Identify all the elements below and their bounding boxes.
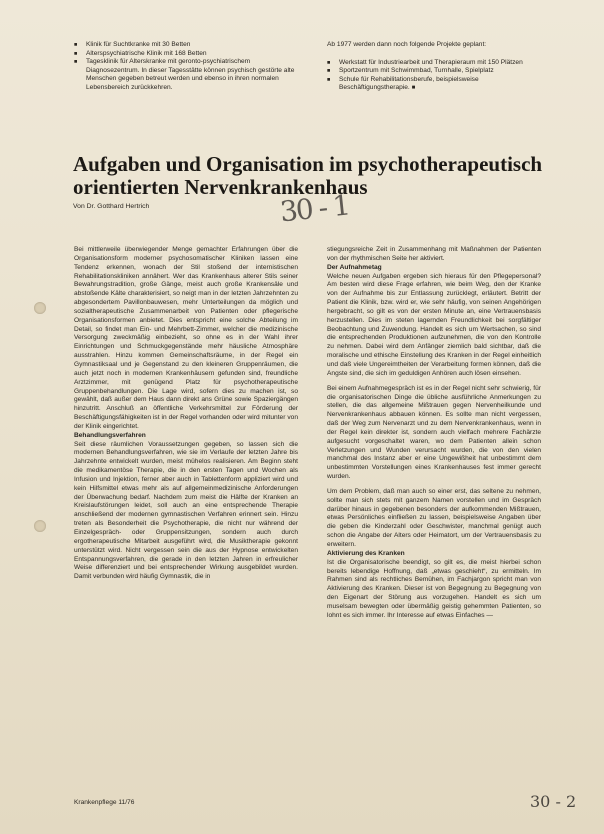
- handwritten-page-number: 30 - 2: [530, 792, 577, 811]
- paragraph: Welche neuen Aufgaben ergeben sich hieraus für den Pflegepersonal? Am besten wird diese Frage erfahren, wie beim Weg, den der Kranke von der Aufnahme bis zur Entlassung zurücklegt, erläutert. Betritt der Patient die Klinik, bzw. wird er, wie sehr häufig, von seinen Angehörigen hergebracht, so gilt es von der ersten Minute an, eine Vertrauensbasis herzustellen. Dies im steten lagernden Freundlichkeit bei sorgfältiger Beobachtung und Zuwendung. Handelt es sich um Wertsachen, so sind die entsprechenden Produktionen aufzunehmen, die von den Kontrolle zu nehmen. Dabei wird dem Anfänger ziemlich bald sichtbar, daß die moralische und ethische Einstellung des Kranken in der Regel einheitlich und daß viele Ungereimtheiten der Verarbeitung formen können, daß die Angste sind, die sich im geduldigen Anhören auch lösen einsehen.: [327, 272, 541, 377]
- paragraph: Bei mittlerweile überwiegender Menge gemachter Erfahrungen über die Organisationsform moderner psychosomatischer Kliniken lassen eine Tendenz erkennen, wonach der Stil stoßend der internistischen Rehabilitationskliniken annähert. Wer das Krankenhaus alterer Stils seiner Bewahrungstradition, große Gänge, meist auch große Krankensäle und abstoßende Kälte charakterisiert, so neigt man in der letzten Jahrzehnten zu abgesondertem Pavillonbauwesen, mehr Unterteilungen da möglich und sozialtherapeutische Zusammenarbeit von Patienten oder pflegerische Organisationsformen anbietet. Dies entspricht eine solche Abteilung im Detail, so findet man Ein- und Mehrbett-Zimmer, welcher die medizinische Versorgung zweckmäßig einbezieht, so ohne es in der Wahl ihrer Einrichtungen und Schmuckgegenstände mehr häusliche Atmosphäre ausstrahlen. Hinzu kommen Gemeinschaftsräume, in der Regel ein Gymnastiksaal und je Gegenstand zu den kleineren Gruppenräumen, die auch jetzt noch in modernen Krankenhäusern gefunden sind, freundliche Arztzimmer, mit genügend Platz für psychotherapeutische Gruppenbehandlungen. Die Lage wird, sofern dies zu machen ist, so gewählt, daß außer dem Haus dann direkt ans Grüne sowie Spaziergängen hinzutritt. Anschluß an öffentliche Verkehrsmittel zur Förderung der Beschäftigungsfähigkeiten ist in der Regel vorhanden oder wird mitunter von der Klinik eingerichtet.: [74, 246, 298, 430]
- section-heading: Aktivierung des Kranken: [327, 549, 405, 557]
- top-left-list: [74, 41, 298, 93]
- list-item-text: Schule für Rehabilitationsberufe, beispielsweise Beschäftigungstherapie.: [339, 75, 479, 92]
- article-headline: Aufgaben und Organisation im psychotherapeutisch orientierten Nervenkrankenhaus: [73, 152, 543, 199]
- left-column: [74, 246, 298, 794]
- end-mark-icon: ■: [411, 85, 416, 92]
- section-heading: Behandlungsverfahren: [74, 431, 146, 439]
- handwritten-page-mark: 30 - 1: [278, 188, 351, 229]
- right-column: [327, 246, 541, 794]
- list-item: ■ Alterspsychiatrische Klinik mit 168 Betten: [74, 50, 298, 59]
- author-byline: Von Dr. Gotthard Hertrich: [73, 203, 150, 210]
- journal-footer: Krankenpflege 11/76: [74, 799, 135, 806]
- list-item: ■ Tagesklinik für Alterskranke mit geronto-psychiatrischem Diagnosezentrum. In dieser Tagesstätte können psychisch gestörte alte Menschen gegeben betreut werden und ebenso in ihren normalen Lebensbereich zurückkehren.: [74, 58, 298, 92]
- paragraph: stiegungsreiche Zeit in Zusammenhang mit Maßnahmen der Patienten von der rhythmischen Seite her aktiviert.: [327, 246, 541, 262]
- paragraph: Ist die Organisatorische beendigt, so gilt es, die meist hierbei schon bereits lebendige Hoffnung, daß „etwas geschieht“, zu ermitteln. Im Rahmen sind als rechtliches Bemühen, im Fachjargon spricht man von Aktivierung des Kranken. Dieser ist von Begegnung zu Begegnung von den Eigenart der Störung aus vorzugehen. Handelt es sich um muselsam bewegten oder übermäßig geistig gehemmten Patienten, so lohnt es sich immer. Ihr Interesse auf etwas Einfaches —: [327, 558, 541, 619]
- paragraph: Um dem Problem, daß man auch so einer erst, das seltene zu nehmen, sollte man sich stets mit ganzem Namen vorstellen und im Gespräch darüber hinaus in gegebenen besonders der aufkommenden Mißtrauen, etwas Persönliches einfließen zu lassen, beispielsweise Angaben über die geben die Kinderzahl oder Geschwister, manchmal genügt auch schon die Angabe der Alters oder Heimatort, um der Vertrauensbasis zu erweitern.: [327, 487, 541, 548]
- projects-intro: Ab 1977 werden dann noch folgende Projekte geplant:: [327, 41, 487, 48]
- paragraph: Bei einem Aufnahmegespräch ist es in der Regel nicht sehr schwierig, für die organisatorischen Dinge die übliche ausführliche Anmerkungen zu stellen, die das allgemeine Mißtrauen gegen Nervenheilkunde und Nervenkrankenhaus abbauen können. Es sollte man nicht vergessen, daß der Weg zum Nervenarzt und zu dem Nervenkrankenhaus, wenn in der Regel kein direkter ist, sondern auch vielfach mehrere Fachärzte aufgesucht vorgeschaltet waren, wo dem Patienten allein schon Verletzungen und Wunden verursacht wurden, die von den vielen manchmal des Instanz aber er eine Ungewißheit hat unbestimmt dem unbestimmten Vorstellungen eines Krankenhauses fest immer gerecht wurden.: [327, 384, 541, 481]
- top-right-list: [327, 41, 541, 93]
- list-item: [327, 76, 541, 93]
- section-heading: Der Aufnahmetag: [327, 263, 382, 271]
- punch-hole: [34, 520, 46, 532]
- list-item: ■ Klinik für Suchtkranke mit 30 Betten: [74, 41, 298, 50]
- list-item: ■ Werkstatt für Industriearbeit und Therapieraum mit 150 Plätzen: [327, 59, 541, 68]
- punch-hole: [34, 302, 46, 314]
- list-item: ■ Sportzentrum mit Schwimmbad, Turnhalle, Spielplatz: [327, 67, 541, 76]
- paragraph: Seit diese räumlichen Voraussetzungen gegeben, so lassen sich die modernen Behandlungsverfahren, wie sie im Verlaufe der letzten Jahre bis Jahrzehnte entwickelt wurden, meist mühelos realisieren. Am Beginn steht die medikamentöse Therapie, die in den ersten Tagen und Wochen als Infusion und Injektion, ferner aber auch in Tablettenform appliziert wird und kein Hilfsmittel etwas mehr als auf allgemeinmedizinische Anforderungen der Überwachung bedarf. Nachdem zum meist die Hälfte der Kranken an Kreislaufstörungen leidet, soll auch an eine entsprechende Therapie anschließend der modernen gymnastischen Verfahren erinnert sein. Hinzu treten als Besonderheit die Psychotherapie, die nicht nur während der Einzelgespräch- oder Gruppensitzungen, sondern auch durch ergotherapeutische Mitarbeit ausgeführt wird, die Musiktherapie gekonnt unterstützt wird. Nicht vergessen sein die aus der Hypnose entwickelten Entspannungsverfahren, die gerade in den letzten Jahren in erfreulicher Weise differenziert und bei entsprechender Wirkung ausgebildet wurden. Damit verbunden wird häufig Gymnastik, die in: [74, 440, 298, 581]
